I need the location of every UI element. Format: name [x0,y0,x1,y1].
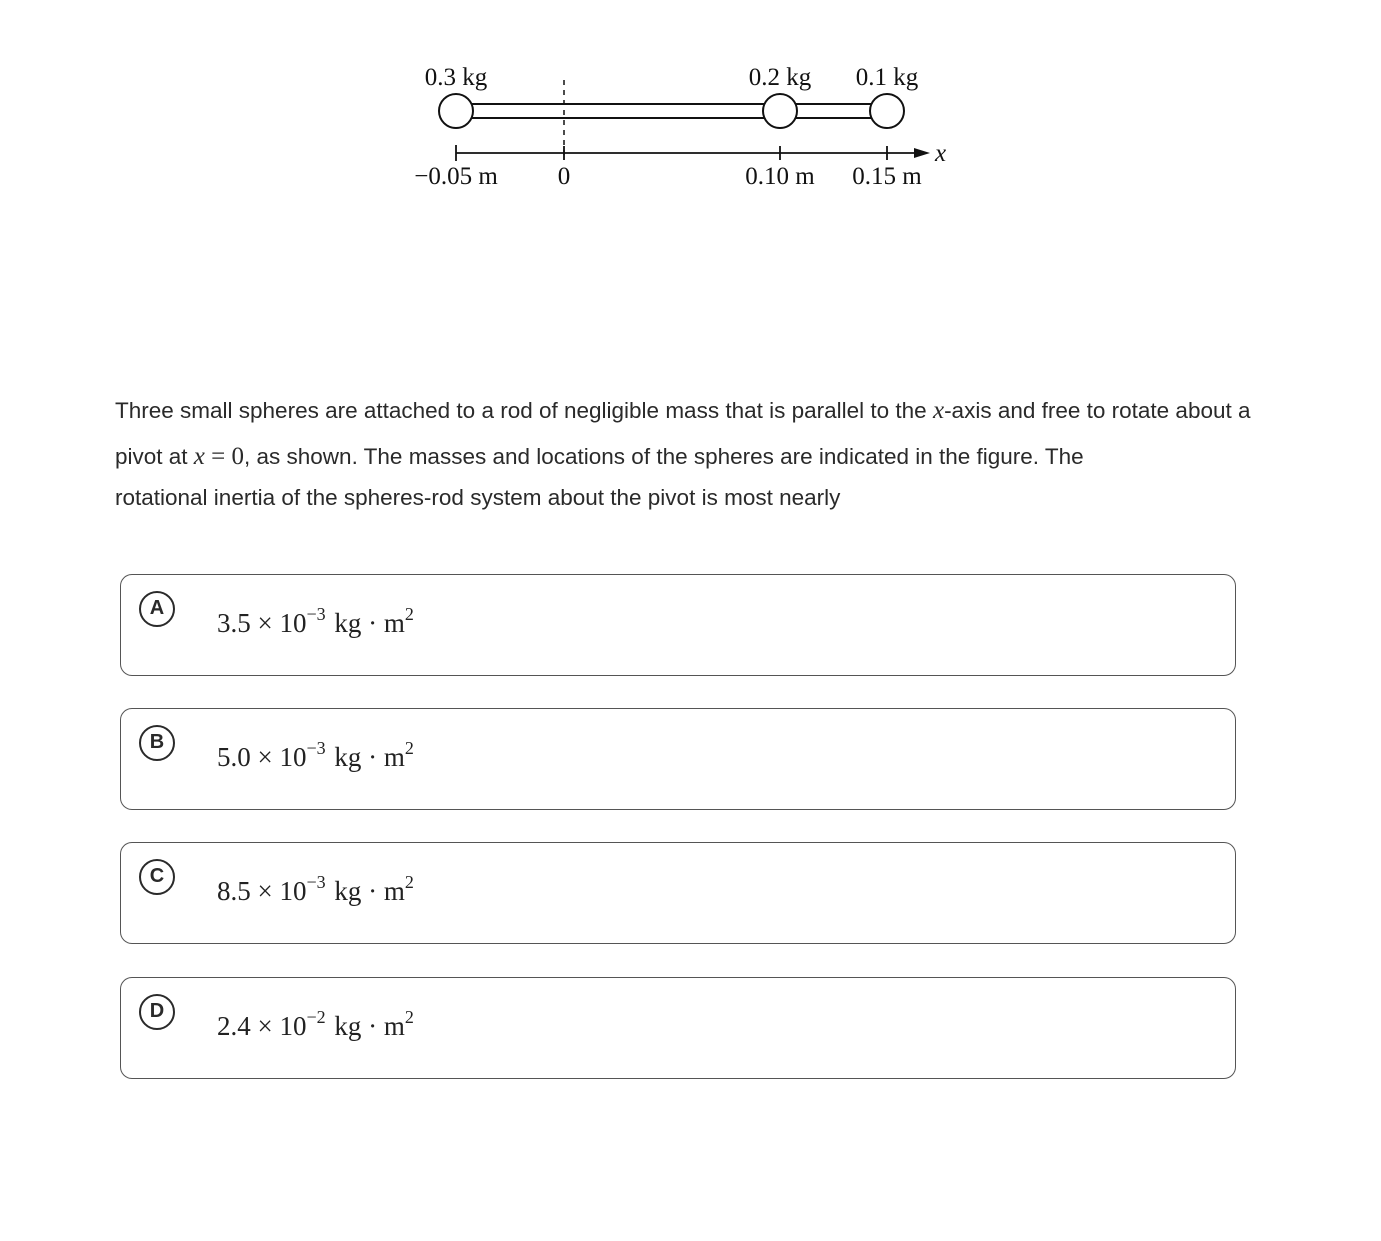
rod-figure [0,0,1381,230]
choice-value-b: $5.0 \times 10^{-3}$ kg · $m^2$ [217,738,414,772]
question-text [115,388,1255,521]
choice-letter-d: D [139,994,175,1030]
choice-b[interactable] [120,708,1236,810]
question-part4: rotational inertia of the spheres-rod system about the pivot is most nearly [115,485,841,510]
choice-value-c: $8.5 \times 10^{-3}$ kg · $m^2$ [217,872,414,906]
choice-value-d: $2.4 \times 10^{-2}$ kg · $m^2$ [217,1007,414,1041]
tick-label-0: 0 [557,163,571,190]
question-part1: Three small spheres are attached to a rod of negligible mass that is parallel to the [115,398,933,423]
mass-label-0.1kg: 0.1 kg [855,64,919,91]
choice-letter-c: C [139,859,175,895]
choice-value-a: $3.5 \times 10^{-3}$ kg · $m^2$ [217,604,414,638]
math-equation: x = 0 [193,443,245,470]
sphere-0.3kg [439,94,473,128]
x-axis-label: x [935,140,947,167]
mass-label-0.2kg: 0.2 kg [748,64,812,91]
question-part3: , as shown. The masses and locations of the spheres are indicated in the figure. The [244,444,1084,469]
tick-label-0.10: 0.10 m [745,163,815,190]
mass-label-0.3kg: 0.3 kg [424,64,488,91]
choice-a[interactable] [120,574,1236,676]
choice-d[interactable] [120,977,1236,1079]
tick-label-neg-0.05: −0.05 m [414,163,498,190]
sphere-0.2kg [763,94,797,128]
sphere-0.1kg [870,94,904,128]
math-var-x: x [932,397,945,424]
choice-c[interactable] [120,842,1236,944]
rod-diagram [0,0,1381,230]
x-axis-arrowhead [914,148,930,158]
choice-letter-b: B [139,725,175,761]
choice-letter-a: A [139,591,175,627]
tick-label-0.15: 0.15 m [852,163,922,190]
question-part2: -axis and free to rotate about a pivot at [115,398,1251,469]
